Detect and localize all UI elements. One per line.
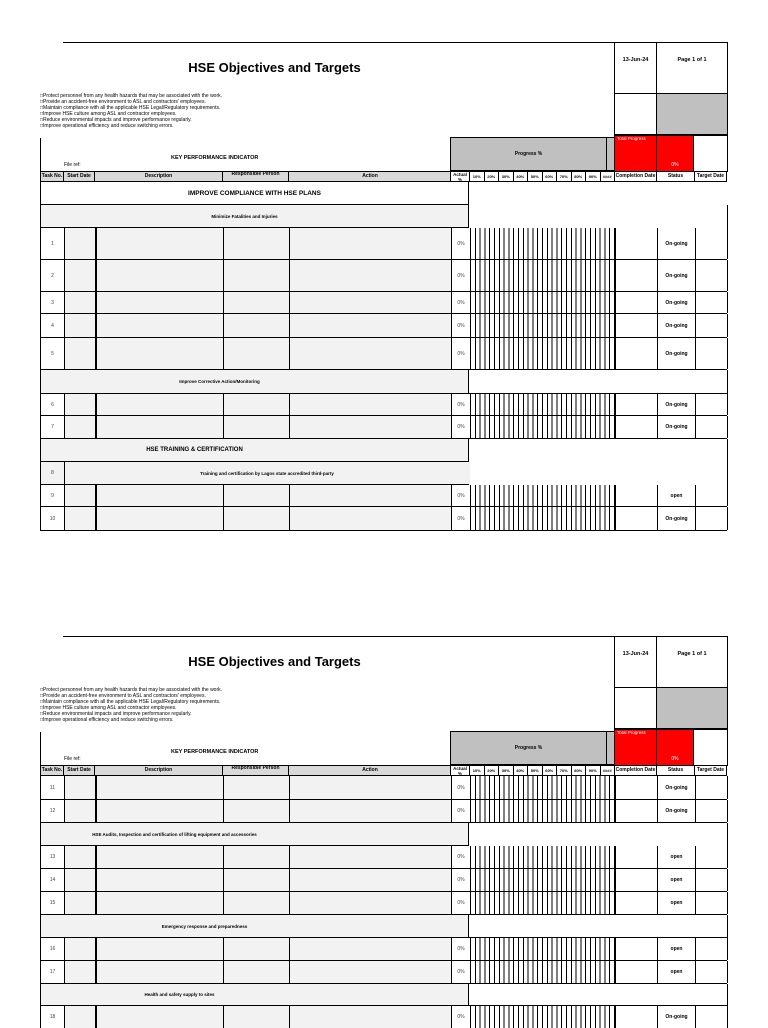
table-row: 16 0% open — [40, 938, 727, 961]
objectives-list — [40, 687, 222, 723]
status-badge: On-going — [657, 338, 695, 369]
col-target: Target Date — [694, 766, 727, 775]
table-row: 17 0% open — [40, 961, 727, 984]
column-header-row — [40, 765, 727, 776]
subheading-row — [40, 205, 469, 228]
column-header-row — [40, 171, 727, 182]
subheading-row — [40, 370, 469, 394]
subheading: Training and certification by Lagos state accredited third-party — [200, 470, 334, 476]
status-badge: On-going — [657, 800, 695, 822]
objective-item: □Maintain compliance with all the applicable HSE Legal/Regulatory requirements. — [40, 105, 221, 111]
col-pct: 70% — [556, 172, 571, 181]
col-pct: 90% — [585, 766, 600, 775]
col-description: Description — [94, 172, 222, 181]
col-pct: 10% — [469, 172, 484, 181]
total-progress-box — [614, 135, 657, 172]
objective-item: □Provide an accident-free environment to ASL and contractors' employees. — [40, 693, 206, 699]
col-pct: 70% — [556, 766, 571, 775]
sheet-page-2 — [0, 632, 768, 1024]
col-start-date: Start Date — [63, 766, 94, 775]
total-progress-box — [614, 729, 657, 766]
col-pct: 50% — [527, 172, 542, 181]
status-badge: On-going — [657, 228, 695, 259]
status-badge: open — [657, 892, 695, 914]
status-badge: On-going — [657, 1006, 695, 1028]
status-badge: On-going — [657, 507, 695, 530]
col-status: Status — [656, 172, 694, 181]
subheading-row — [40, 915, 469, 938]
col-description: Description — [94, 766, 222, 775]
main-heading: IMPROVE COMPLIANCE WITH HSE PLANS — [188, 189, 321, 197]
status-badge: On-going — [657, 776, 695, 799]
col-responsible: Responsible Person — [222, 172, 288, 181]
page-title: HSE Objectives and Targets — [188, 60, 361, 75]
progress-label: Progress % — [514, 151, 543, 157]
left-border — [40, 138, 41, 173]
col-pct: 60% — [542, 172, 557, 181]
col-actual: Actual % — [450, 766, 469, 775]
total-progress-value: 0% — [671, 162, 679, 168]
status-badge: open — [657, 846, 695, 868]
col-actual: Actual % — [450, 172, 469, 181]
col-pct: 10% — [469, 766, 484, 775]
subheading: Health and safety supply to sites — [144, 992, 215, 997]
blank-box — [614, 93, 657, 135]
objective-item: □Improve operational efficiency and reduce switching errors. — [40, 717, 174, 723]
page-title: HSE Objectives and Targets — [188, 654, 361, 669]
col-pct: 80% — [571, 766, 586, 775]
table-row: 18 0% On-going — [40, 1006, 727, 1028]
date-box — [614, 42, 657, 94]
col-completion: Completion Date — [615, 767, 656, 773]
objective-item: □Reduce environmental impacts and improve performance regularly. — [40, 117, 192, 123]
blank-header-box — [693, 135, 728, 172]
table-row: 6 0% On-going — [40, 394, 727, 416]
col-pct: #### — [600, 766, 615, 775]
page-box — [656, 42, 728, 94]
col-pct: 60% — [542, 766, 557, 775]
table-row: 9 0% open — [40, 485, 727, 507]
total-progress-label: Total Progress — [617, 136, 646, 141]
col-action: Action — [288, 766, 451, 775]
table-row: 12 0% On-going — [40, 800, 727, 823]
total-progress-value: 0% — [671, 756, 679, 762]
subheading-row — [40, 823, 469, 846]
col-pct: 20% — [484, 766, 499, 775]
progress-label: Progress % — [514, 745, 543, 751]
col-responsible: Responsible Person — [222, 766, 288, 775]
status-badge: open — [657, 485, 695, 506]
col-completion: Completion Date — [615, 173, 656, 179]
col-start-date: Start Date — [63, 172, 94, 181]
col-pct: 20% — [484, 172, 499, 181]
col-task-no: Task No. — [41, 173, 63, 179]
subheading: Improve Corrective Action/Monitoring — [179, 379, 260, 384]
total-progress-label: Total Progress — [617, 730, 646, 735]
objective-item: □Protect personnel from any health hazards that may be associated with the work. — [40, 687, 223, 693]
objective-item: □Maintain compliance with all the applicable HSE Legal/Regulatory requirements. — [40, 699, 221, 705]
col-pct: #### — [600, 172, 615, 181]
total-progress-value-box — [656, 135, 694, 172]
col-pct: 40% — [513, 766, 528, 775]
col-pct: 50% — [527, 766, 542, 775]
subheading-row — [40, 984, 469, 1006]
status-badge: On-going — [657, 260, 695, 291]
progress-header — [450, 731, 615, 765]
col-pct: 30% — [498, 172, 513, 181]
objective-item: □Provide an accident-free environment to ASL and contractors' employees. — [40, 99, 206, 105]
table-row: 1 0% On-going — [40, 228, 727, 260]
section-heading-row — [40, 439, 469, 462]
objectives-list — [40, 93, 222, 129]
status-badge: On-going — [657, 394, 695, 415]
objective-item: □Improve HSE culture among ASL and contractor employees. — [40, 111, 177, 117]
status-badge: open — [657, 869, 695, 891]
col-pct: 90% — [585, 172, 600, 181]
table-row: 15 0% open — [40, 892, 727, 915]
date-box — [614, 636, 657, 688]
page-number: Page 1 of 1 — [677, 56, 707, 63]
col-action: Action — [288, 172, 451, 181]
kpi-label: KEY PERFORMANCE INDICATOR — [171, 749, 259, 755]
col-status: Status — [656, 766, 694, 775]
table-row: 5 0% On-going — [40, 338, 727, 370]
objective-item: □Improve HSE culture among ASL and contractor employees. — [40, 705, 177, 711]
objective-item: □Protect personnel from any health hazards that may be associated with the work. — [40, 93, 223, 99]
status-badge: On-going — [657, 416, 695, 438]
status-badge: On-going — [657, 314, 695, 337]
progress-header — [450, 137, 615, 171]
status-badge: On-going — [657, 292, 695, 313]
page-number: Page 1 of 1 — [677, 650, 707, 657]
date-cell: 13-Jun-24 — [622, 650, 649, 657]
file-ref: File ref: — [64, 162, 81, 168]
page-box — [656, 636, 728, 688]
table-row: 2 0% On-going — [40, 260, 727, 292]
subheading: HSE Audits, Inspection and certification of lifting equipment and accessories — [92, 831, 257, 837]
main-heading-row — [40, 182, 469, 205]
col-task-no: Task No. — [41, 767, 63, 773]
sheet-page-1 — [0, 38, 768, 533]
table-row: 14 0% open — [40, 869, 727, 892]
table-row: 3 0% On-going — [40, 292, 727, 314]
date-cell: 13-Jun-24 — [622, 56, 649, 63]
objective-item: □Improve operational efficiency and reduce switching errors. — [40, 123, 174, 129]
col-pct: 80% — [571, 172, 586, 181]
subheading-row: 8 Training and certification by Lagos state accredited third-party — [40, 462, 469, 485]
kpi-label: KEY PERFORMANCE INDICATOR — [171, 155, 259, 161]
section-heading: HSE TRAINING & CERTIFICATION — [146, 447, 243, 453]
file-ref: File ref: — [64, 756, 81, 762]
col-pct: 40% — [513, 172, 528, 181]
table-row: 7 0% On-going — [40, 416, 727, 439]
gray-box — [656, 93, 728, 135]
subheading: Minimize Fatalities and Injuries — [211, 213, 278, 219]
table-row: 11 0% On-going — [40, 776, 727, 800]
table-row: 13 0% open — [40, 846, 727, 869]
total-progress-value-box — [656, 729, 694, 766]
objective-item: □Reduce environmental impacts and improve performance regularly. — [40, 711, 192, 717]
table-row: 10 0% On-going — [40, 507, 727, 531]
table-row: 4 0% On-going — [40, 314, 727, 338]
col-target: Target Date — [694, 172, 727, 181]
status-badge: open — [657, 961, 695, 983]
subheading: Emergency response and preparedness — [161, 923, 248, 929]
status-badge: open — [657, 938, 695, 960]
col-pct: 30% — [498, 766, 513, 775]
